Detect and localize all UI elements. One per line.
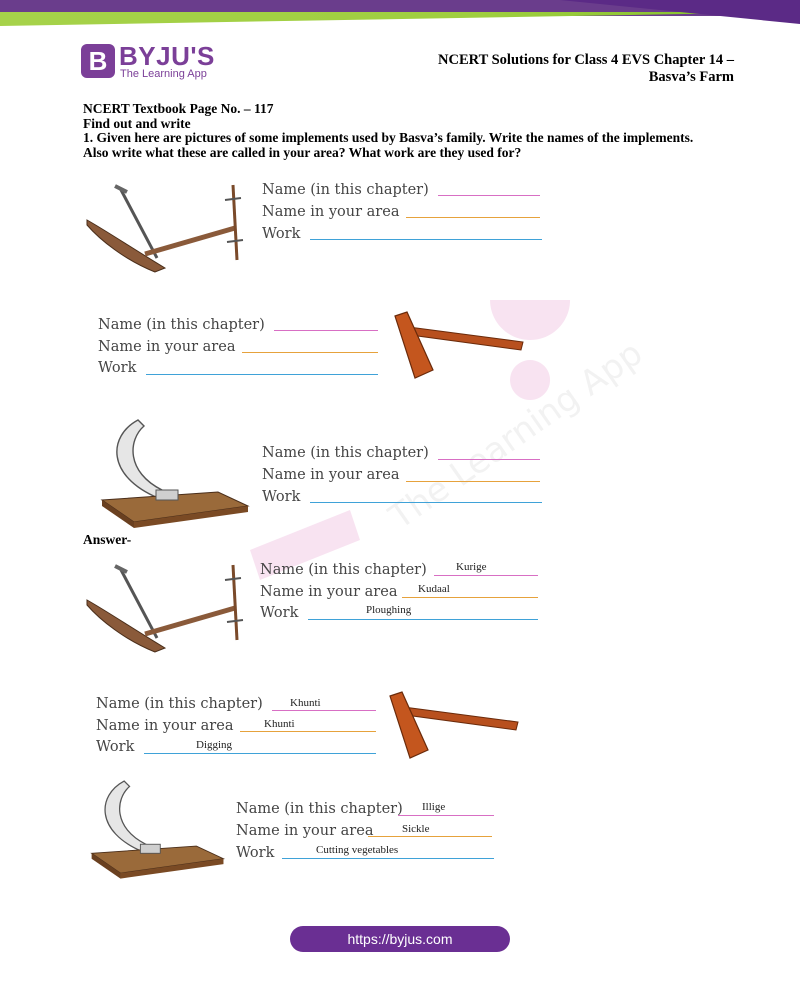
byjus-logo (81, 41, 215, 84)
q2-name-area-line[interactable] (242, 352, 378, 353)
a3-work-answer: Cutting vegetables (316, 844, 399, 856)
q3-name-chapter-line[interactable] (438, 459, 540, 460)
a2-name-area-answer: Khunti (264, 718, 295, 730)
a1-name-area-line (402, 597, 538, 598)
q1-work-label: Work (262, 226, 301, 242)
a1-name-chapter-answer: Kurige (456, 561, 487, 573)
svg-text:The Learning App: The Learning App (382, 333, 650, 538)
q2-name-chapter-line[interactable] (274, 330, 378, 331)
q1-name-chapter-line[interactable] (438, 195, 540, 196)
a1-work-answer: Ploughing (366, 604, 412, 616)
a2-work-answer: Digging (196, 739, 233, 751)
a3-name-area-line (368, 836, 492, 837)
axe-image (393, 308, 533, 383)
q2-name-chapter-label: Name (in this chapter) (98, 317, 265, 333)
a2-name-chapter-label: Name (in this chapter) (96, 696, 263, 712)
a2-name-chapter-line (272, 710, 376, 711)
page-reference: NCERT Textbook Page No. – 117 (83, 101, 274, 116)
a3-work-line (282, 858, 494, 859)
a3-work-label: Work (236, 845, 275, 861)
q1-name-area-label: Name in your area (262, 204, 400, 220)
a3-name-chapter-label: Name (in this chapter) (236, 801, 403, 817)
brand-name: BYJU'S (119, 41, 215, 71)
a1-work-label: Work (260, 605, 299, 621)
q1-work-line[interactable] (310, 239, 542, 240)
a1-name-area-label: Name in your area (260, 584, 398, 600)
a2-name-area-line (240, 731, 376, 732)
a2-work-line (144, 753, 376, 754)
answer-sickle-board-image (88, 772, 228, 884)
a3-name-area-label: Name in your area (236, 823, 374, 839)
q3-name-area-label: Name in your area (262, 467, 400, 483)
a1-name-area-answer: Kudaal (418, 583, 450, 595)
q2-name-area-label: Name in your area (98, 339, 236, 355)
a2-work-label: Work (96, 739, 135, 755)
q3-name-area-line[interactable] (406, 481, 540, 482)
q1-name-area-line[interactable] (406, 217, 540, 218)
a1-name-chapter-label: Name (in this chapter) (260, 562, 427, 578)
brand-tagline: The Learning App (120, 68, 207, 80)
q2-work-line[interactable] (146, 374, 378, 375)
plough-image (85, 180, 250, 275)
a1-name-chapter-line (434, 575, 538, 576)
question-intro (83, 102, 743, 160)
page-title-line1: NCERT Solutions for Class 4 EVS Chapter 14 – (438, 52, 734, 68)
question-line-1: 1. Given here are pictures of some implements used by Basva’s family. Write the names of the implements. (83, 130, 694, 145)
byjus-b-icon: B (81, 44, 115, 78)
page-title (438, 52, 734, 86)
a3-name-area-answer: Sickle (402, 823, 430, 835)
q3-work-label: Work (262, 489, 301, 505)
q2-work-label: Work (98, 360, 137, 376)
page-title-line2: Basva’s Farm (648, 69, 734, 85)
footer-url-link[interactable]: https://byjus.com (290, 926, 510, 952)
answer-axe-image (388, 688, 528, 763)
top-banner (0, 0, 800, 26)
sickle-board-image (98, 416, 253, 528)
question-line-2: Also write what these are called in your area? What work are they used for? (83, 144, 522, 160)
answer-heading: Answer- (83, 532, 132, 547)
a1-work-line (308, 619, 538, 620)
a3-name-chapter-answer: Illige (422, 801, 446, 813)
a3-name-chapter-line (398, 815, 494, 816)
q3-work-line[interactable] (310, 502, 542, 503)
q3-name-chapter-label: Name (in this chapter) (262, 445, 429, 461)
a2-name-area-label: Name in your area (96, 718, 234, 734)
q1-name-chapter-label: Name (in this chapter) (262, 182, 429, 198)
section-heading: Find out and write (83, 115, 191, 131)
answer-plough-image (85, 560, 250, 655)
a2-name-chapter-answer: Khunti (290, 697, 321, 709)
